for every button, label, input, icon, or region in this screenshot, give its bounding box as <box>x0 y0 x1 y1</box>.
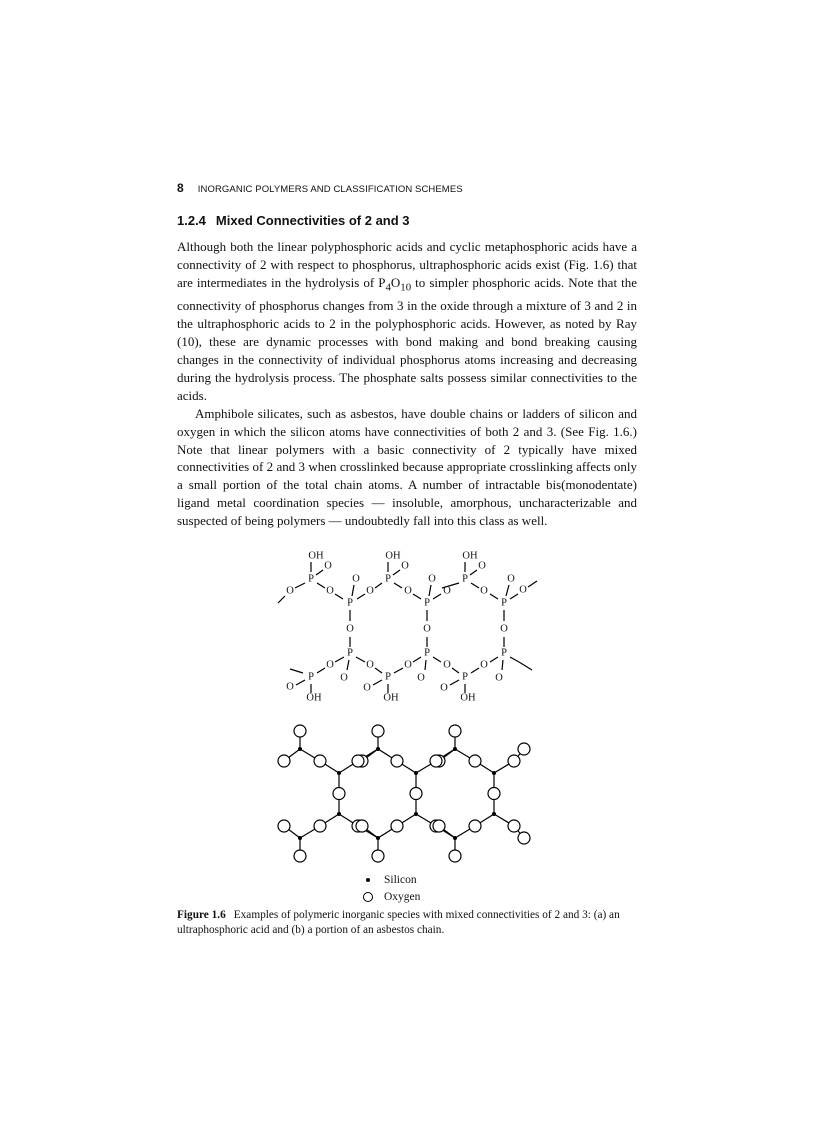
oxygen-atom: O <box>443 659 451 671</box>
body-text <box>177 238 637 530</box>
terminal-bond <box>519 662 532 670</box>
phosphorus-atom: P <box>462 573 468 585</box>
section-title: Mixed Connectivities of 2 and 3 <box>215 213 410 228</box>
oxygen-atom <box>294 725 306 737</box>
bond <box>450 680 459 685</box>
bond <box>373 680 382 685</box>
silicon-dot-icon <box>362 874 374 886</box>
page-number: 8 <box>177 181 184 195</box>
oxygen-atom <box>469 755 481 767</box>
legend-silicon-label: Silicon <box>384 873 417 886</box>
p-o-double-bond <box>393 570 400 575</box>
bond <box>471 668 479 673</box>
phosphorus-atom: P <box>308 573 314 585</box>
bond <box>490 594 498 599</box>
bond <box>452 668 459 673</box>
oxygen-atom: O <box>324 560 332 572</box>
caption-text: Examples of polymeric inorganic species with mixed connectivities of 2 and 3: (a) an ultraphosphoric acid and (b) a portion of an asbestos chain. <box>177 909 620 936</box>
oxygen-atom <box>333 788 345 800</box>
phosphorus-atom: P <box>308 671 314 683</box>
oxygen-atom <box>391 755 403 767</box>
oxygen-atom <box>518 743 530 755</box>
oxygen-atom <box>356 820 368 832</box>
hydroxyl-group: OH <box>308 550 324 562</box>
oxygen-circle-icon <box>362 891 374 903</box>
p-o-double-bond <box>506 585 509 596</box>
oxygen-atom: O <box>500 623 508 635</box>
oxygen-atom: O <box>326 585 334 597</box>
p-o-double-bond <box>347 660 349 670</box>
oxygen-atom: O <box>404 659 412 671</box>
asbestos-chain-structure <box>270 718 550 868</box>
phosphorus-atom: P <box>424 597 430 609</box>
figure-caption <box>177 908 637 938</box>
phosphorus-atom: P <box>385 573 391 585</box>
legend-silicon <box>362 871 420 888</box>
bond <box>394 583 402 588</box>
p-o-double-bond <box>429 585 431 596</box>
oxygen-atom <box>508 820 520 832</box>
hydroxyl-group: OH <box>460 692 476 704</box>
p-o-double-bond <box>425 660 426 670</box>
bond <box>335 594 343 599</box>
figure-label: Figure 1.6 <box>177 909 226 921</box>
bond <box>375 668 382 673</box>
p-o-double-bond <box>470 570 477 575</box>
terminal-bond <box>528 581 537 587</box>
oxygen-atom: O <box>428 573 436 585</box>
oxygen-atom <box>278 820 290 832</box>
p-o-double-bond <box>352 585 354 596</box>
legend-oxygen-label: Oxygen <box>384 890 421 903</box>
bond <box>510 594 518 599</box>
paragraph-1-part-a: Although both the linear polyphosphoric acids and cyclic metaphosphoric acids have a connectivity of 2 with respect to phosphorus, ultraphosphoric acids exist (Fig. 1.6) that are intermediates in the hydrolysis of P <box>177 239 637 290</box>
oxygen-atom: O <box>404 585 412 597</box>
oxygen-atom <box>294 850 306 862</box>
oxygen-atom <box>372 850 384 862</box>
phosphorus-atom: P <box>462 671 468 683</box>
oxygen-atom: O <box>401 560 409 572</box>
oxygen-atom: O <box>495 672 503 684</box>
bond <box>413 594 421 599</box>
oxygen-atom: O <box>417 672 425 684</box>
oxygen-atom: O <box>440 682 448 694</box>
phosphorus-atom: P <box>347 597 353 609</box>
oxygen-atom <box>410 788 422 800</box>
oxygen-atom: O <box>286 585 294 597</box>
silicon-atom <box>337 771 341 775</box>
oxygen-atom: O <box>346 623 354 635</box>
oxygen-atom <box>488 788 500 800</box>
bond <box>335 657 344 662</box>
oxygen-atom: O <box>443 585 451 597</box>
silicon-atom <box>337 812 341 816</box>
paragraph-2: Amphibole silicates, such as asbestos, have double chains or ladders of silicon and oxygen in which the silicon atoms have connectivities of both 2 and 3. (See Fig. 1.6.) Note that linear polymers with a basic connectivity of 2 typically have mixed connectivities of 2 and 3 when crosslinked because appropriate crosslinking affects only a small portion of the total chain atoms. A number of intractable bis(monodentate) ligand metal coordination species — insoluble, amorphous, uncharacterizable and suspected of being polymers — undoubtedly fall into this class as well. <box>177 405 637 529</box>
section-heading <box>177 213 410 228</box>
silicon-atom <box>492 812 496 816</box>
oxygen-atom: O <box>507 573 515 585</box>
oxygen-atom: O <box>286 681 294 693</box>
oxygen-atom <box>391 820 403 832</box>
bond <box>356 657 365 662</box>
oxygen-atom <box>278 755 290 767</box>
silicon-atom <box>453 836 457 840</box>
silicon-atom <box>414 771 418 775</box>
p-o-bond <box>295 583 305 588</box>
oxygen-atom: O <box>326 659 334 671</box>
oxygen-atom <box>449 725 461 737</box>
hydroxyl-group: OH <box>462 550 478 562</box>
bond <box>394 668 403 673</box>
bond <box>357 594 365 599</box>
bond <box>471 583 479 588</box>
terminal-bond <box>290 669 303 673</box>
phosphorus-atom: P <box>501 647 507 659</box>
legend-oxygen <box>362 888 420 905</box>
oxygen-atom <box>430 755 442 767</box>
oxygen-atom <box>314 755 326 767</box>
paragraph-1 <box>177 238 637 405</box>
figure-legend <box>362 871 420 905</box>
hydroxyl-group: OH <box>385 550 401 562</box>
subscript-10: 10 <box>400 281 412 294</box>
bond <box>490 657 498 662</box>
bond <box>413 657 421 662</box>
oxygen-atom: O <box>519 584 527 596</box>
hydroxyl-group: OH <box>383 692 399 704</box>
silicon-atom <box>298 747 302 751</box>
bond <box>317 583 325 588</box>
oxygen-atom <box>372 725 384 737</box>
oxygen-atom: O <box>363 682 371 694</box>
phosphorus-atom: P <box>501 597 507 609</box>
oxygen-atom: O <box>478 560 486 572</box>
silicon-atom <box>492 771 496 775</box>
running-title: INORGANIC POLYMERS AND CLASSIFICATION SCHEMES <box>197 184 463 195</box>
bond <box>296 680 305 685</box>
silicon-atom <box>376 836 380 840</box>
oxygen-atom <box>518 832 530 844</box>
oxygen-atom: O <box>352 573 360 585</box>
section-number: 1.2.4 <box>177 213 206 228</box>
oxygen-atom: O <box>366 659 374 671</box>
p-o-double-bond <box>502 660 503 670</box>
phosphorus-atom: P <box>385 671 391 683</box>
paragraph-1-part-c: to simpler phosphoric acids. Note that the connectivity of phosphorus changes from 3 in the oxide through a mixture of 3 and 2 in the ultraphosphoric acids to 2 in the polyphosphoric acids. However, as noted by Ray (10), these are dynamic processes with bond making and bond breaking causing changes in the connectivity of individual phosphorus atoms increasing and decreasing during the hydrolysis process. The phosphate salts possess similar connectivities to the acids. <box>177 274 637 403</box>
silicon-atom <box>453 747 457 751</box>
ultraphosphoric-acid-structure <box>270 545 560 704</box>
oxygen-atom: O <box>480 659 488 671</box>
phosphorus-atom: P <box>424 647 430 659</box>
oxygen-atom: O <box>340 672 348 684</box>
bond <box>510 657 519 662</box>
oxygen-atom <box>314 820 326 832</box>
bond <box>433 657 441 662</box>
oxygen-atom <box>449 850 461 862</box>
p-o-double-bond <box>316 570 323 575</box>
paragraph-1-part-b: O <box>390 274 401 290</box>
bond <box>433 594 441 599</box>
silicon-atom <box>376 747 380 751</box>
phosphorus-atom: P <box>347 647 353 659</box>
bond <box>375 583 382 588</box>
oxygen-atom <box>433 820 445 832</box>
silicon-atom <box>414 812 418 816</box>
running-head <box>177 181 647 195</box>
oxygen-atom: O <box>366 585 374 597</box>
subscript-4: 4 <box>385 281 391 294</box>
oxygen-atom: O <box>480 585 488 597</box>
oxygen-atom <box>352 755 364 767</box>
oxygen-atom <box>508 755 520 767</box>
hydroxyl-group: OH <box>306 692 322 704</box>
bond <box>317 668 325 673</box>
silicon-atom <box>298 836 302 840</box>
terminal-bond <box>278 596 285 603</box>
oxygen-atom <box>469 820 481 832</box>
oxygen-atom: O <box>423 623 431 635</box>
